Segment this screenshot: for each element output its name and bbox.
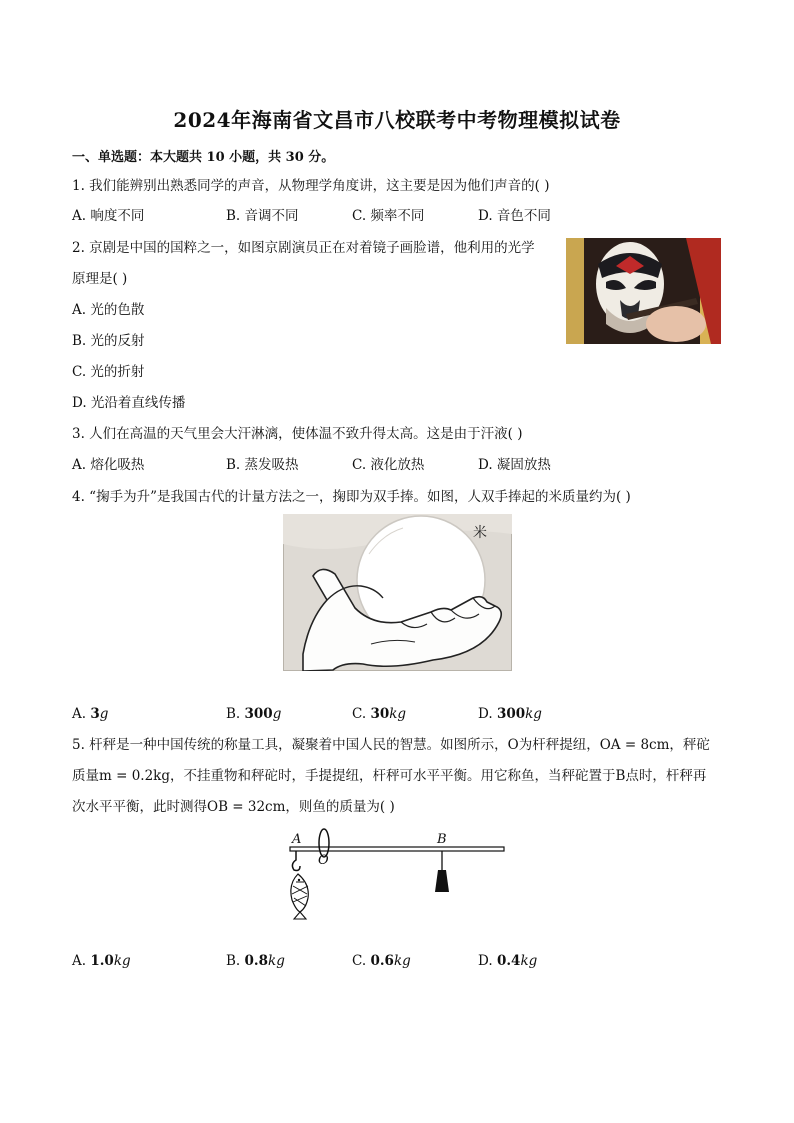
question-3-option-a[interactable]: A. 熔化吸热 [72, 457, 145, 473]
option-value: 300 [496, 706, 526, 722]
question-2-option-b[interactable]: B. 光的反射 [72, 333, 145, 349]
steelyard-beam [290, 847, 504, 851]
question-1-option-d[interactable]: D. 音色不同 [478, 208, 551, 224]
question-5-stem-line-3: 次水平平衡，此时测得OB = 32cm，则鱼的质量为( ) [72, 799, 395, 815]
option-letter: D. [478, 706, 493, 722]
point-b-label: B [437, 832, 447, 847]
question-3-option-b[interactable]: B. 蒸发吸热 [226, 457, 299, 473]
question-2-option-c[interactable]: C. 光的折射 [72, 364, 145, 380]
question-2-option-a[interactable]: A. 光的色散 [72, 302, 145, 318]
option-value: 1.0 [90, 953, 114, 969]
question-5-option-d[interactable] [478, 951, 537, 971]
option-letter: B. [226, 953, 241, 969]
question-3-option-d[interactable]: D. 凝固放热 [478, 457, 551, 473]
option-value: 0.8 [244, 953, 269, 969]
option-value: 0.4 [496, 953, 521, 969]
question-5-option-a[interactable] [72, 951, 131, 971]
option-unit: kg [520, 953, 538, 969]
question-2-stem-line-2: 原理是( ) [72, 271, 128, 287]
question-3-stem: 3. 人们在高温的天气里会大汗淋漓，使体温不致升得太高。这是由于汗液( ) [72, 426, 523, 442]
point-o-label: O [318, 853, 329, 868]
question-4-option-a[interactable] [72, 704, 108, 724]
option-unit: kg [525, 706, 542, 722]
option-letter: A. [72, 953, 87, 969]
question-2-option-d[interactable]: D. 光沿着直线传播 [72, 395, 186, 411]
option-value: 0.6 [370, 953, 394, 969]
option-letter: D. [478, 953, 493, 969]
option-letter: A. [72, 706, 87, 722]
question-1-option-c[interactable]: C. 频率不同 [352, 208, 425, 224]
rice-label: 米 [473, 525, 487, 541]
exam-title: 2024年海南省文昌市八校联考中考物理模拟试卷 [173, 108, 621, 132]
option-unit: kg [389, 706, 407, 722]
point-a-label: A [292, 832, 302, 847]
question-5-option-b[interactable] [226, 951, 285, 971]
question-1-option-a[interactable]: A. 响度不同 [72, 208, 145, 224]
question-5-stem-line-1: 5. 杆秤是一种中国传统的称量工具，凝聚着中国人民的智慧。如图所示，O为杆秤提纽，OA = 8cm，秤砣 [72, 737, 710, 753]
option-letter: C. [352, 953, 367, 969]
option-unit: kg [268, 953, 285, 969]
option-unit: kg [113, 953, 131, 969]
counterweight [435, 870, 449, 892]
fish-icon [291, 874, 308, 919]
opera-mirror-photo [566, 238, 721, 344]
question-4-option-c[interactable] [352, 704, 406, 724]
option-unit: g [99, 706, 109, 722]
question-1-option-b[interactable]: B. 音调不同 [226, 208, 299, 224]
question-4-option-d[interactable] [478, 704, 542, 724]
section-heading: 一、单选题：本大题共 10 小题，共 30 分。 [72, 150, 335, 165]
option-value: 3 [90, 706, 100, 722]
question-4-option-b[interactable] [226, 704, 281, 724]
question-5-option-c[interactable] [352, 951, 411, 971]
option-value: 300 [244, 706, 273, 722]
question-4-stem: 4. “掬手为升”是我国古代的计量方法之一，掬即为双手捧。如图，人双手捧起的米质量约为( ) [72, 489, 631, 505]
cupped-hands-rice-illustration [283, 514, 512, 671]
question-5-stem-line-2: 质量m = 0.2kg，不挂重物和秤砣时，手提提纽，杆秤可水平平衡。用它称鱼，当秤砣置于B点时，杆秤再 [72, 768, 707, 784]
steelyard-diagram [282, 824, 510, 920]
question-1-stem: 1. 我们能辨别出熟悉同学的声音，从物理学角度讲，这主要是因为他们声音的( ) [72, 178, 550, 194]
option-unit: g [272, 706, 282, 722]
question-2-stem-line-1: 2. 京剧是中国的国粹之一，如图京剧演员正在对着镜子画脸谱，他利用的光学 [72, 240, 535, 256]
hook [292, 851, 300, 871]
option-value: 30 [370, 706, 390, 722]
option-unit: kg [393, 953, 411, 969]
question-3-option-c[interactable]: C. 液化放热 [352, 457, 425, 473]
option-letter: B. [226, 706, 241, 722]
option-letter: C. [352, 706, 367, 722]
